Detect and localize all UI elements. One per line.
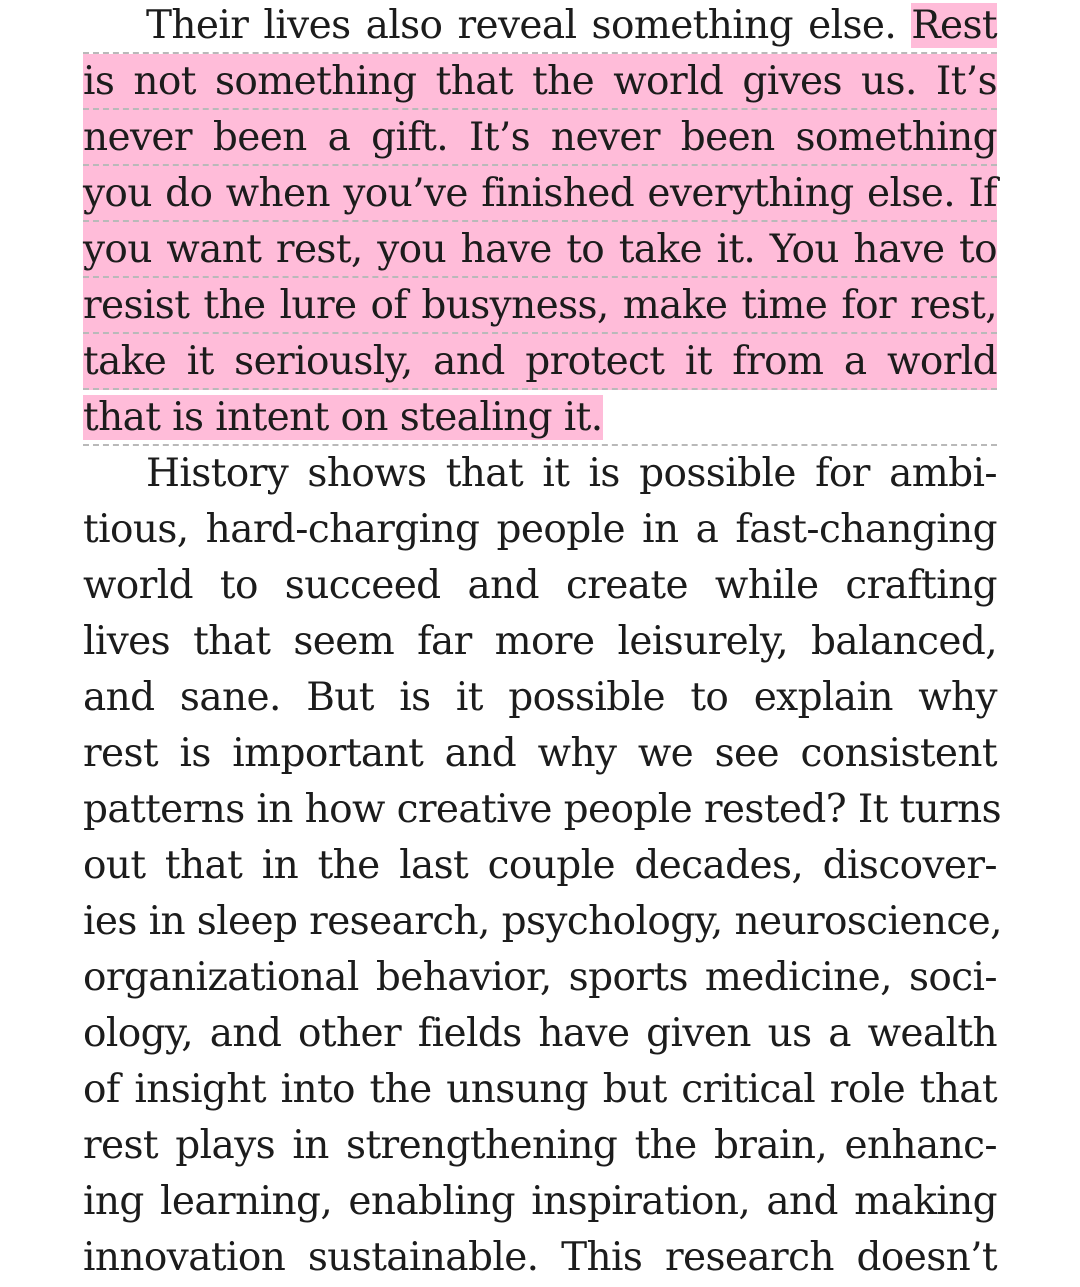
highlighted-line[interactable]: never been a gift. It’s never been something (83, 110, 997, 166)
highlighted-line[interactable]: is not something that the world gives us. It’s (83, 54, 997, 110)
highlighted-line[interactable]: resist the lure of busyness, make time for rest, (83, 278, 997, 334)
paragraph2-line[interactable]: rest is important and why we see consistent (83, 731, 997, 776)
paragraph2-line[interactable]: ology, and other fields have given us a wealth (83, 1011, 997, 1056)
paragraph2-line[interactable]: organizational behavior, sports medicine, soci- (83, 955, 997, 1000)
paragraph2-line[interactable]: History shows that it is possible for ambi- (146, 451, 997, 496)
highlighted-line[interactable]: you want rest, you have to take it. You have to (83, 222, 997, 278)
highlighted-line[interactable]: that is intent on stealing it. (83, 395, 603, 440)
paragraph2-line[interactable]: rest plays in strengthening the brain, enhanc- (83, 1123, 997, 1168)
paragraph1-plain-text[interactable]: Their lives also reveal something else. (146, 3, 897, 48)
book-page (83, 0, 1002, 1286)
paragraph2-line[interactable]: ies in sleep research, psychology, neuroscience, (83, 899, 1002, 944)
paragraph2-line[interactable]: lives that seem far more leisurely, balanced, (83, 619, 997, 664)
paragraph2-line[interactable]: innovation sustainable. This research doesn’t (83, 1235, 997, 1280)
highlighted-line[interactable]: take it seriously, and protect it from a world (83, 334, 997, 390)
highlighted-last-line-row (83, 390, 997, 446)
highlighted-line[interactable]: you do when you’ve finished everything else. If (83, 166, 997, 222)
paragraph2-line[interactable]: tious, hard-charging people in a fast-changing (83, 507, 997, 552)
paragraph2-line[interactable]: and sane. But is it possible to explain why (83, 675, 997, 720)
paragraph2-line[interactable]: patterns in how creative people rested? It turns (83, 787, 1002, 832)
paragraph2-line[interactable]: out that in the last couple decades, discover- (83, 843, 997, 888)
paragraph1-line-1 (83, 0, 997, 54)
highlighted-text[interactable]: Rest (911, 3, 997, 48)
paragraph2-line[interactable]: of insight into the unsung but critical role that (83, 1067, 997, 1112)
paragraph2-line[interactable]: world to succeed and create while crafting (83, 563, 997, 608)
paragraph2-line[interactable]: ing learning, enabling inspiration, and making (83, 1179, 997, 1224)
